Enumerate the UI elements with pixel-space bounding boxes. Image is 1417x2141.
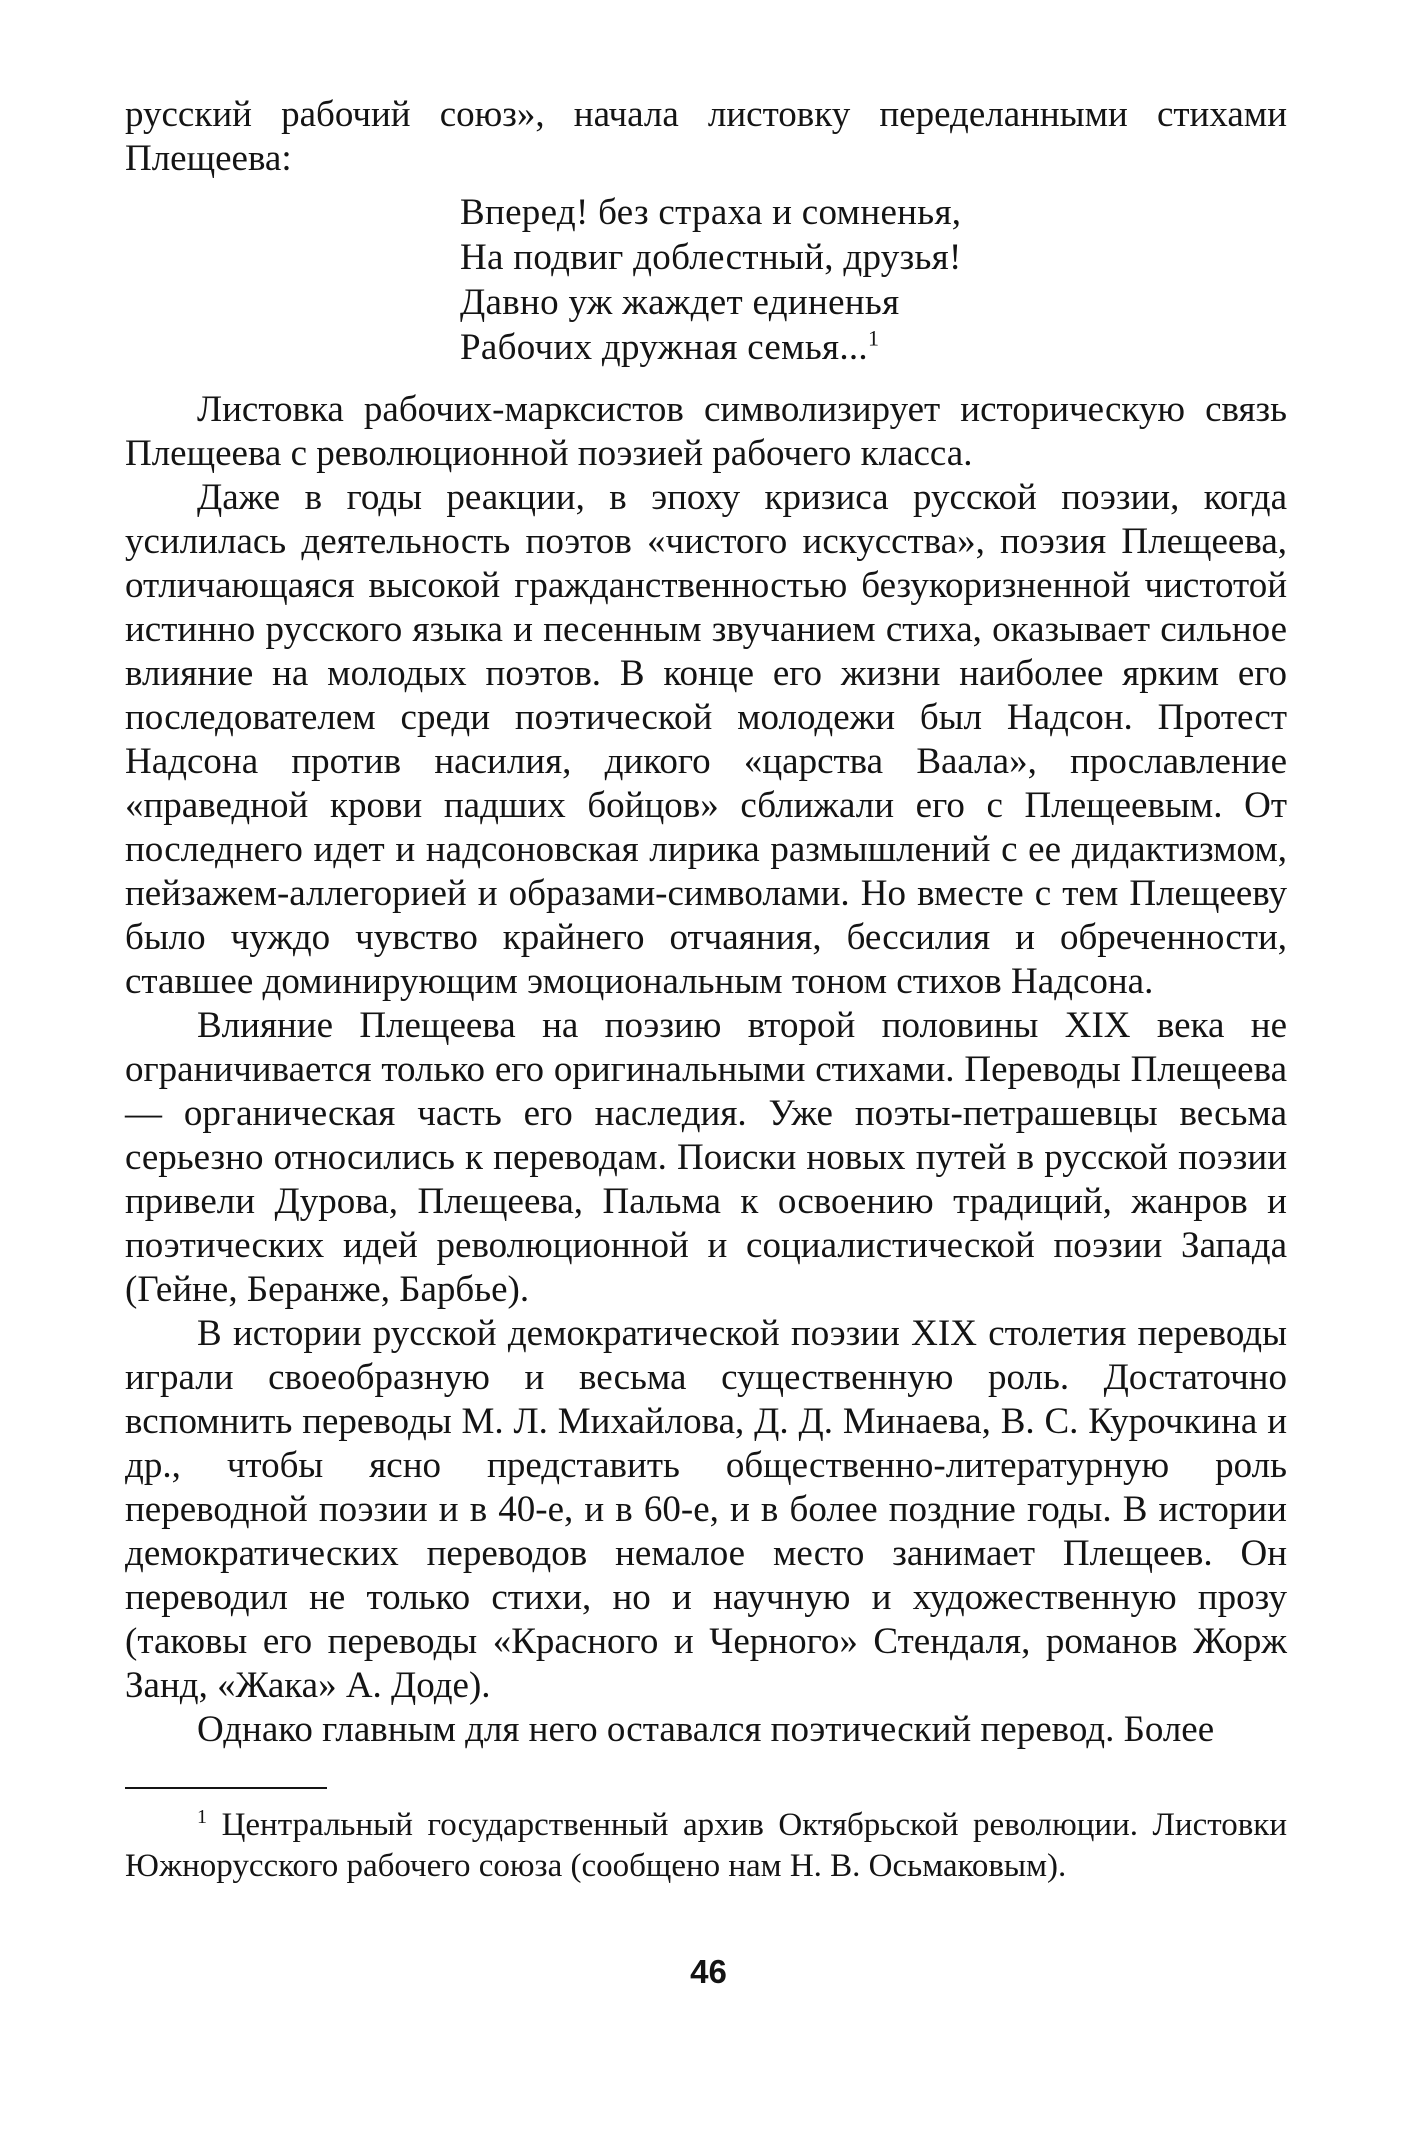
paragraph: Влияние Плещеева на поэзию второй половины XIX века не ограничивается только его оригинальными стихами. Переводы Плещеева — органическая часть его наследия. Уже поэты-петрашевцы весьма серьезно относились к переводам. Поиски новых путей в русской поэзии привели Дурова, Плещеева, Пальма к освоению традиций, жанров и поэтических идей революционной и социалистической поэзии Запада (Гейне, Беранже, Барбье).: [125, 1005, 1287, 1310]
footnote: [125, 1805, 1287, 1887]
paragraph: Листовка рабочих-марксистов символизирует историческую связь Плещеева с революционной поэзией рабочего класса.: [125, 389, 1287, 474]
poem-quote: [460, 190, 962, 370]
body-text: [125, 388, 1287, 1752]
poem-line: Вперед! без страха и сомненья,: [460, 192, 962, 233]
intro-text-block: [125, 93, 1287, 181]
intro-line: русский рабочий союз», начала листовку переделанными стихами Плещеева:: [125, 94, 1287, 179]
footnote-text: Центральный государственный архив Октябрьской революции. Листовки Южнорусского рабочего союза (сообщено нам Н. В. Осьмаковым).: [125, 1807, 1287, 1884]
footnote-reference: 1: [868, 325, 880, 351]
poem-line-text: Рабочих дружная семья...: [460, 327, 868, 368]
paragraph: В истории русской демократической поэзии XIX столетия переводы играли своеобразную и весьма существенную роль. Достаточно вспомнить переводы М. Л. Михайлова, Д. Д. Минаева, В. С. Курочкина и др., чтобы ясно представить общественно-литературную роль переводной поэзии и в 40-е, и в 60-е, и в более поздние годы. В истории демократических переводов немалое место занимает Плещеев. Он переводил не только стихи, но и научную и художественную прозу (таковы его переводы «Красного и Черного» Стендаля, романов Жорж Занд, «Жака» А. Доде).: [125, 1313, 1287, 1706]
footnote-divider: [125, 1787, 327, 1789]
poem-line: На подвиг доблестный, друзья!: [460, 237, 962, 278]
footnote-mark: 1: [197, 1806, 207, 1828]
paragraph: Даже в годы реакции, в эпоху кризиса русской поэзии, когда усилилась деятельность поэтов «чистого искусства», поэзия Плещеева, отличающаяся высокой гражданственностью безукоризненной чистотой истинно русского языка и песенным звучанием стиха, оказывает сильное влияние на молодых поэтов. В конце его жизни наиболее ярким его последователем среди поэтической молодежи был Надсон. Протест Надсона против насилия, дикого «царства Ваала», прославление «праведной крови падших бойцов» сближали его с Плещеевым. От последнего идет и надсоновская лирика размышлений с ее дидактизмом, пейзажем-аллегорией и образами-символами. Но вместе с тем Плещееву было чуждо чувство крайнего отчаяния, бессилия и обреченности, ставшее доминирующим эмоциональным тоном стихов Надсона.: [125, 477, 1287, 1002]
paragraph: Однако главным для него оставался поэтический перевод. Более: [197, 1709, 1215, 1750]
poem-line-last: [460, 325, 962, 370]
poem-line: Давно уж жаждет единенья: [460, 282, 900, 323]
page-number: 46: [690, 1953, 727, 1990]
